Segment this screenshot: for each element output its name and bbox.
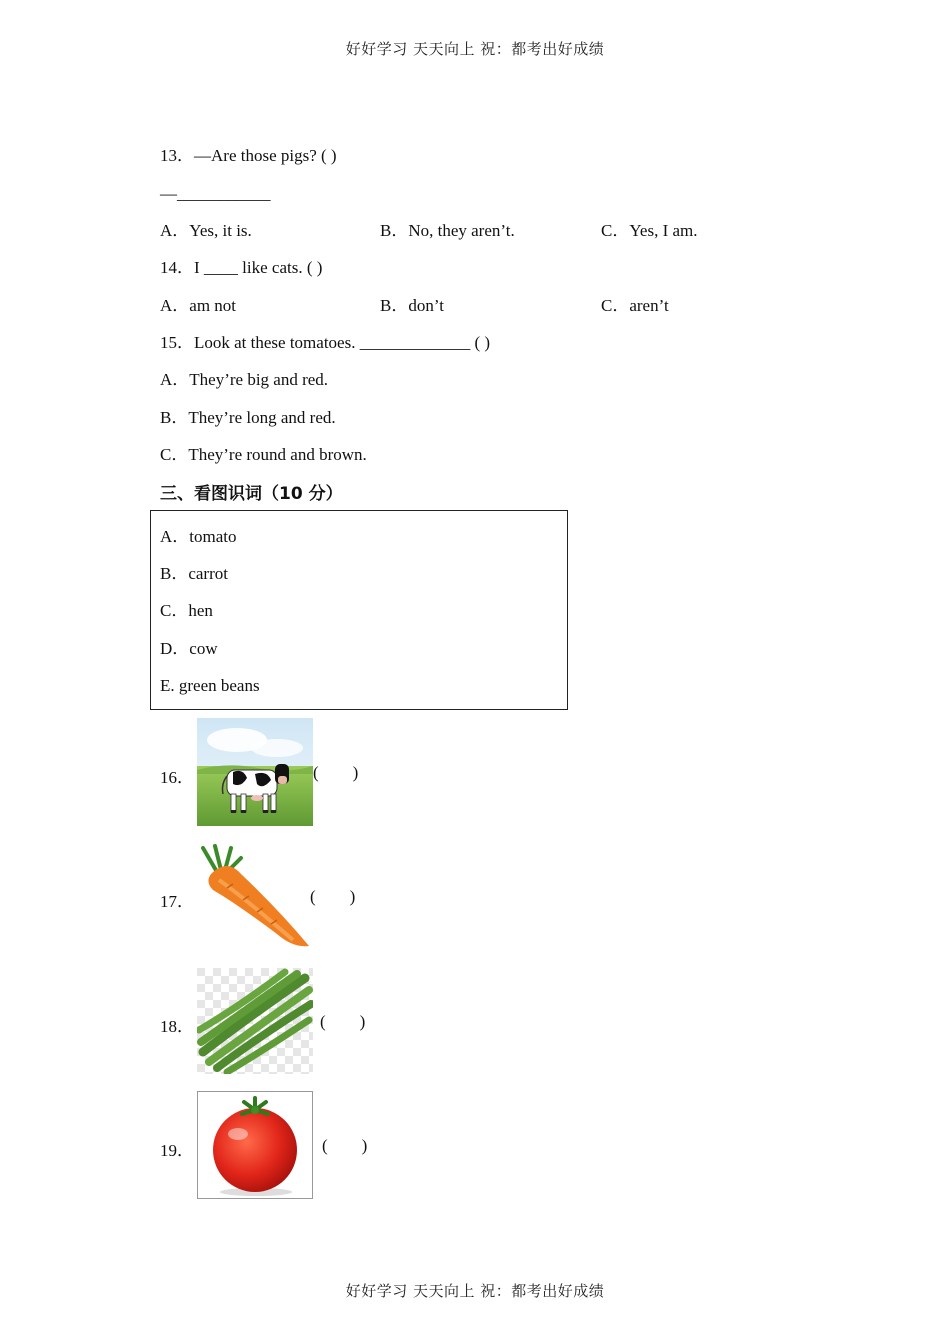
cow-picture: [197, 718, 313, 826]
word-bank-item: E. green beans: [160, 676, 260, 695]
question-13-option-a: A．Yes, it is.: [160, 221, 252, 240]
question-16-answer-blank: ( ): [313, 763, 359, 782]
question-19-number: 19．: [160, 1141, 194, 1160]
question-13-stem: 13．—Are those pigs? ( ): [160, 146, 337, 165]
word-bank-item: B．carrot: [160, 564, 228, 583]
question-17-answer-blank: ( ): [310, 887, 356, 906]
word-bank-item: A．tomato: [160, 527, 237, 546]
question-13-option-c: C．Yes, I am.: [601, 221, 698, 240]
question-13-answer-line: —___________: [160, 184, 271, 203]
question-14-option-a: A．am not: [160, 296, 237, 315]
question-16-number: 16．: [160, 768, 194, 787]
page-footer: 好好学习 天天向上 祝：都考出好成绩: [345, 1282, 605, 1300]
word-bank-item: C．hen: [160, 601, 213, 620]
question-17-number: 17．: [160, 892, 194, 911]
carrot-picture: [197, 844, 313, 950]
question-18-number: 18．: [160, 1017, 194, 1036]
question-15-stem: 15．Look at these tomatoes. _____________ ( ): [160, 333, 491, 352]
question-18-answer-blank: ( ): [320, 1012, 366, 1031]
question-14-stem: 14．I ____ like cats. ( ): [160, 258, 323, 277]
green-beans-picture: [197, 968, 313, 1074]
question-13-option-b: B．No, they aren’t.: [380, 221, 515, 240]
word-bank-item: D．cow: [160, 639, 218, 658]
tomato-picture: [197, 1091, 313, 1199]
question-15-option-b: B．They’re long and red.: [160, 408, 336, 427]
question-14-option-b: B．don’t: [380, 296, 444, 315]
section-3-title: 三、看图识词（10 分）: [160, 484, 343, 504]
question-19-answer-blank: ( ): [322, 1136, 368, 1155]
question-14-option-c: C．aren’t: [601, 296, 669, 315]
question-15-option-c: C．They’re round and brown.: [160, 445, 367, 464]
page-header: 好好学习 天天向上 祝：都考出好成绩: [345, 40, 605, 58]
question-15-option-a: A．They’re big and red.: [160, 370, 329, 389]
